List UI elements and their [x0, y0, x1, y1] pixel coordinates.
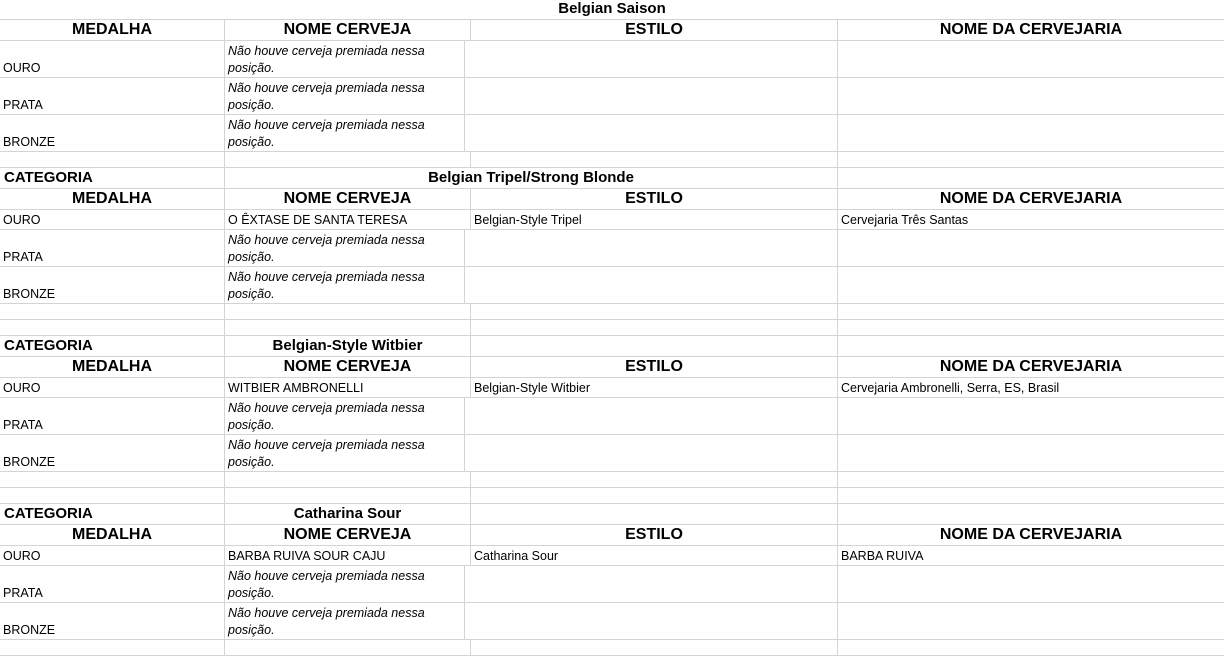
empty-cell[interactable] — [838, 304, 1224, 319]
header-medalha[interactable]: MEDALHA — [0, 525, 225, 545]
brewery-cell[interactable]: Cervejaria Três Santas — [841, 212, 969, 227]
table-row — [0, 378, 1224, 398]
medal-cell[interactable]: BRONZE — [0, 435, 225, 471]
empty-cell[interactable] — [0, 320, 225, 335]
column-header-row — [0, 357, 1224, 378]
header-estilo[interactable]: ESTILO — [471, 20, 838, 40]
brewery-cell[interactable] — [838, 566, 1224, 602]
header-medalha[interactable]: MEDALHA — [0, 189, 225, 209]
beer-name-cell[interactable]: WITBIER AMBRONELLI — [225, 378, 471, 397]
beer-name-cell[interactable]: Não houve cerveja premiada nessa posição. — [225, 603, 465, 639]
header-estilo[interactable]: ESTILO — [471, 357, 838, 377]
medal-cell[interactable]: OURO — [0, 41, 225, 77]
category-row — [0, 336, 1224, 357]
brewery-cell[interactable] — [838, 41, 1224, 77]
category-label[interactable]: CATEGORIA — [0, 336, 225, 356]
brewery-cell[interactable] — [838, 267, 1224, 303]
category-label[interactable]: CATEGORIA — [0, 168, 225, 188]
style-cell[interactable]: Belgian-Style Witbier — [471, 378, 838, 397]
empty-cell[interactable] — [471, 472, 838, 487]
empty-cell[interactable] — [471, 320, 838, 335]
category-name[interactable]: Belgian-Style Witbier — [225, 336, 471, 356]
empty-cell[interactable] — [0, 304, 225, 319]
style-cell[interactable] — [471, 603, 838, 639]
empty-cell[interactable] — [838, 152, 1224, 167]
beer-name-cell[interactable]: Não houve cerveja premiada nessa posição. — [225, 78, 465, 114]
empty-cell[interactable] — [0, 488, 225, 503]
medal-cell[interactable]: PRATA — [0, 78, 225, 114]
empty-cell[interactable] — [838, 504, 1224, 524]
empty-cell[interactable] — [225, 152, 471, 167]
brewery-cell[interactable]: Cervejaria Ambronelli, Serra, ES, Brasil — [841, 380, 1060, 395]
empty-cell[interactable] — [471, 488, 838, 503]
brewery-cell[interactable] — [838, 78, 1224, 114]
header-nome-cervejaria[interactable]: NOME DA CERVEJARIA — [939, 190, 1123, 207]
empty-cell[interactable] — [471, 640, 838, 655]
style-cell[interactable] — [471, 566, 838, 602]
column-header-row — [0, 20, 1224, 41]
blank-row — [0, 320, 1224, 336]
blank-row — [0, 488, 1224, 504]
empty-cell[interactable] — [471, 336, 838, 356]
table-row — [0, 78, 1224, 115]
medal-cell[interactable]: PRATA — [0, 398, 225, 434]
style-cell[interactable] — [471, 398, 838, 434]
medal-cell[interactable]: OURO — [0, 378, 225, 397]
beer-name-cell[interactable]: Não houve cerveja premiada nessa posição. — [225, 398, 465, 434]
empty-cell[interactable] — [225, 320, 471, 335]
beer-name-cell[interactable]: BARBA RUIVA SOUR CAJU — [225, 546, 471, 565]
table-row — [0, 566, 1224, 603]
brewery-cell[interactable] — [838, 398, 1224, 434]
empty-cell[interactable] — [838, 320, 1224, 335]
beer-name-cell[interactable]: Não houve cerveja premiada nessa posição. — [225, 435, 465, 471]
column-header-row — [0, 189, 1224, 210]
category-row — [0, 168, 1224, 189]
header-nome-cerveja[interactable]: NOME CERVEJA — [225, 525, 471, 545]
category-name[interactable]: Catharina Sour — [225, 504, 471, 524]
style-cell[interactable] — [471, 41, 838, 77]
empty-cell[interactable] — [0, 152, 225, 167]
medal-cell[interactable]: PRATA — [0, 566, 225, 602]
header-estilo[interactable]: ESTILO — [471, 525, 838, 545]
header-estilo[interactable]: ESTILO — [471, 189, 838, 209]
brewery-cell[interactable]: BARBA RUIVA — [841, 548, 924, 563]
beer-name-cell[interactable]: Não houve cerveja premiada nessa posição. — [225, 41, 465, 77]
empty-cell[interactable] — [225, 488, 471, 503]
empty-cell[interactable] — [471, 504, 838, 524]
blank-row — [0, 304, 1224, 320]
header-nome-cerveja[interactable]: NOME CERVEJA — [225, 20, 471, 40]
style-cell[interactable] — [471, 115, 838, 151]
blank-row — [0, 472, 1224, 488]
empty-cell[interactable] — [471, 304, 838, 319]
empty-cell[interactable] — [838, 472, 1224, 487]
header-nome-cerveja[interactable]: NOME CERVEJA — [225, 189, 471, 209]
table-row — [0, 398, 1224, 435]
blank-row — [0, 152, 1224, 168]
header-medalha[interactable]: MEDALHA — [0, 357, 225, 377]
medal-cell[interactable]: BRONZE — [0, 115, 225, 151]
table-row — [0, 267, 1224, 304]
empty-cell[interactable] — [838, 168, 1224, 188]
style-cell[interactable] — [471, 435, 838, 471]
empty-cell[interactable] — [0, 640, 225, 655]
blank-row — [0, 640, 1224, 656]
table-row — [0, 210, 1224, 230]
category-row — [0, 504, 1224, 525]
style-cell[interactable]: Belgian-Style Tripel — [471, 210, 838, 229]
table-row — [0, 115, 1224, 152]
category-title-row — [0, 0, 1224, 20]
empty-cell[interactable] — [0, 472, 225, 487]
header-nome-cerveja[interactable]: NOME CERVEJA — [225, 357, 471, 377]
table-row — [0, 435, 1224, 472]
header-nome-cervejaria[interactable]: NOME DA CERVEJARIA — [939, 526, 1123, 543]
empty-cell[interactable] — [838, 488, 1224, 503]
category-title[interactable]: Belgian Saison — [558, 0, 666, 17]
style-cell[interactable]: Catharina Sour — [471, 546, 838, 565]
medal-cell[interactable]: OURO — [0, 546, 225, 565]
style-cell[interactable] — [471, 78, 838, 114]
empty-cell[interactable] — [225, 640, 471, 655]
table-row — [0, 41, 1224, 78]
empty-cell[interactable] — [471, 152, 838, 167]
beer-name-cell[interactable]: Não houve cerveja premiada nessa posição. — [225, 115, 465, 151]
brewery-cell[interactable] — [838, 230, 1224, 266]
brewery-cell[interactable] — [838, 603, 1224, 639]
category-label[interactable]: CATEGORIA — [0, 504, 225, 524]
style-cell[interactable] — [471, 230, 838, 266]
header-nome-cervejaria[interactable]: NOME DA CERVEJARIA — [939, 21, 1123, 38]
medal-cell[interactable]: OURO — [0, 210, 225, 229]
brewery-cell[interactable] — [838, 115, 1224, 151]
table-row — [0, 546, 1224, 566]
header-medalha[interactable]: MEDALHA — [0, 20, 225, 40]
header-nome-cervejaria[interactable]: NOME DA CERVEJARIA — [939, 358, 1123, 375]
beer-name-cell[interactable]: O ÊXTASE DE SANTA TERESA — [225, 210, 471, 229]
empty-cell[interactable] — [838, 640, 1224, 655]
beer-name-cell[interactable]: Não houve cerveja premiada nessa posição. — [225, 230, 465, 266]
column-header-row — [0, 525, 1224, 546]
style-cell[interactable] — [471, 267, 838, 303]
empty-cell[interactable] — [838, 336, 1224, 356]
empty-cell[interactable] — [225, 304, 471, 319]
medal-cell[interactable]: BRONZE — [0, 603, 225, 639]
category-name[interactable]: Belgian Tripel/Strong Blonde — [225, 168, 838, 188]
medal-cell[interactable]: PRATA — [0, 230, 225, 266]
medal-cell[interactable]: BRONZE — [0, 267, 225, 303]
table-row — [0, 230, 1224, 267]
empty-cell[interactable] — [225, 472, 471, 487]
table-row — [0, 603, 1224, 640]
beer-name-cell[interactable]: Não houve cerveja premiada nessa posição. — [225, 566, 465, 602]
beer-name-cell[interactable]: Não houve cerveja premiada nessa posição. — [225, 267, 465, 303]
brewery-cell[interactable] — [838, 435, 1224, 471]
